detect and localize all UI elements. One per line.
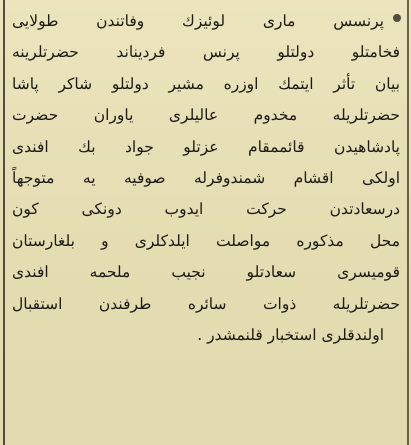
article-line: پرنسس ماری لوئیزك وفاتندن طولایی [12, 12, 384, 30]
article-line: درسعادتدن حرکت ایدوب دونکی کون [12, 200, 400, 219]
article-line: قومیسری سعادتلو نجیب ملحمه افندی [12, 263, 400, 282]
article-line: اولندقلری استخبار قلنمشدر . [197, 325, 384, 344]
article-line: اولکی اقشام شمندوفرله صوفیه یه متوجهاً [12, 168, 400, 187]
article-line: حضرتلریله ذوات سائره طرفندن استقبال [12, 294, 400, 313]
article-text [10, 6, 402, 438]
article-line: محل مذکوره مواصلت ایلدکلری و بلغارستان [12, 231, 400, 250]
article-line: فخامتلو دولتلو پرنس فردیناند حضرتلرینه [12, 43, 400, 62]
article-line: حضرتلریله مخدوم عالیلری یاوران حضرت [12, 106, 400, 125]
article-line: پادشاهیدن قائممقام عزتلو جواد بك افندی [12, 137, 400, 156]
article-line: بیان تأثر ایتمك اوزره مشیر دولتلو شاكر پاشا [12, 74, 400, 93]
column-rule-right [407, 0, 409, 445]
column-rule-left [3, 0, 5, 445]
